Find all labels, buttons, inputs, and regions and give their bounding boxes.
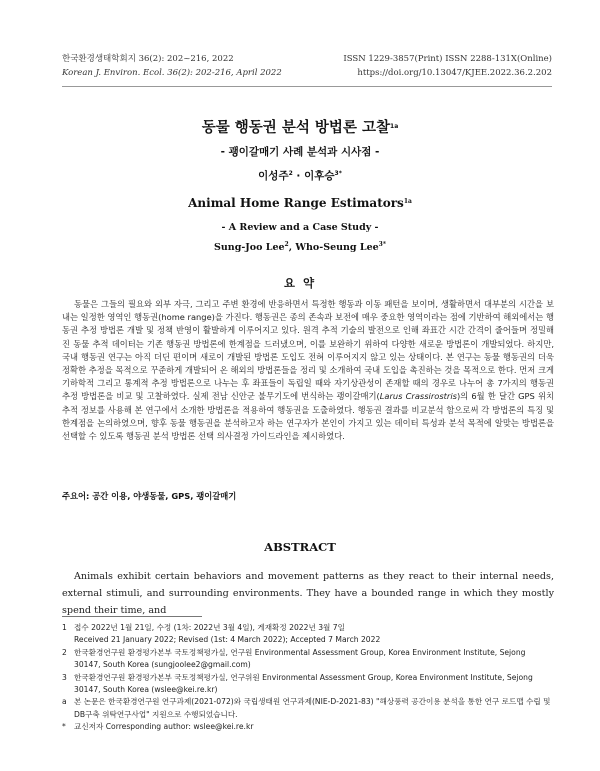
footnote-1: 1 접수 2022년 1월 21일, 수정 (1차: 2022년 3월 4일), 게재확정 2022년 3월 7일 Received 21 January 2022; Revised (1st: 4 March 2022); Accepted 7 March 2022: [62, 623, 381, 645]
footnote-a: a 본 논문은 한국환경연구원 연구과제(2021-072)와 국립생태원 연구과제(NIE-D-2021-83) "해상풍력 공간이용 분석을 통한 연구 로드맵 수립 및 DB구축 위탁연구사업" 지원으로 수행되었습니다.: [62, 697, 551, 719]
journal-name-en: Korean J. Environ. Ecol. 36(2): 202-216, April 2022: [62, 68, 282, 78]
header-rule: [62, 86, 552, 87]
abstract-ko-heading: 요 약: [283, 276, 317, 290]
title-ko: 동물 행동권 분석 방법론 고찰$^{1a}$: [201, 120, 399, 136]
footnote-corresponding: * 교신저자 Corresponding author: wslee@kei.re.kr: [62, 722, 254, 732]
subtitle-en: - A Review and a Case Study -: [221, 222, 379, 233]
journal-header: [62, 52, 282, 80]
doi-link[interactable]: https://doi.org/10.13047/KJEE.2022.36.2.202: [357, 68, 552, 78]
abstract-en-body: Animals exhibit certain behaviors and movement patterns as they react to their internal needs, external stimuli, and surrounding environments. They have a bounded range in which they mostly spend their time, and: [62, 571, 554, 616]
subtitle-ko: - 괭이갈매기 사례 분석과 시사점 -: [220, 146, 380, 158]
abstract-ko-body: 동물은 그들의 필요와 외부 자극, 그리고 주변 환경에 반응하면서 특정한 행동과 이동 패턴을 보이며, 생활하면서 대부분의 시간을 보내는 일정한 영역인 행동권(home range)을 가진다. 행동권은 종의 존속과 보전에 매우 중요한 영역이라는 점에 기반하여 해외에서는 행동권 추정 방법론 개발 및 정책 반영이 활발하게 이루어지고 있다. 원격 추적 기술의 발전으로 인해 좌표간 시간 간격이 줄어들며 정밀해진 동물 추적 데이터는 기존 행동권 방법론에 한계점을 드러냈으며, 이를 보완하기 위하여 다양한 새로운 방법론이 개발되었다. 하지만, 국내 행동권 연구는 아직 더딘 편이며 새로이 개발된 방법론 도입도 전혀 이루어지지 않고 있는 상태이다. 본 연구는 동물 행동권의 더욱 정확한 추정을 목적으로 꾸준하게 개발되어 온 해외의 방법론들을 정리 및 소개하여 국내 도입을 촉진하는 것을 목적으로 한다. 먼저 크게 기하학적 그리고 통계적 추정 방법론으로 나누는 후 좌표들이 독립일 때와 자기상관성이 존재할 때의 경우로 나누어 총 7가지의 행동권 추정 방법론을 비교 및 고찰하였다. 실제 전남 신안군 불무기도에 번식하는 괭이갈매기(Larus Crassirostris)의 6월 한 달간 GPS 위치 추적 정보를 사용해 본 연구에서 소개한 방법론을 적용하여 행동권을 도출하였다. 행동권 결과를 비교분석 함으로써 각 방법론의 특징 및 한계점을 논의하였으며, 향후 동물 행동권을 분석하고자 하는 연구자가 본인이 가지고 있는 데이터 특성과 분석 목적에 알맞는 방법론을 선택할 수 있도록 행동권 분석 방법론 선택 의사결정 가이드라인을 제시하였다.: [62, 299, 554, 442]
keywords: 주요어: 공간 이용, 야생동물, GPS, 괭이갈매기: [62, 491, 237, 501]
authors-ko: 이성주$^2$ · 이후승$^{3*}$: [258, 170, 342, 182]
title-en: Animal Home Range Estimators$^{1a}$: [188, 196, 412, 210]
footnotes: [62, 622, 554, 734]
issn-header: [343, 52, 552, 80]
footnote-rule: [62, 616, 202, 617]
footnote-3: 3 한국환경연구원 환경평가본부 국토정책평가실, 연구위원 Environmental Assessment Group, Korea Environment Institute, Sejong 30147, South Korea (wslee@kei.re.kr): [62, 672, 533, 695]
authors-en: Sung-Joo Lee$^2$, Who-Seung Lee$^{3*}$: [214, 241, 386, 253]
footnote-2: 2 한국환경연구원 환경평가본부 국토정책평가실, 연구원 Environmental Assessment Group, Korea Environment Institute, Sejong 30147, South Korea (sungjoolee2@gmail.com): [62, 647, 526, 670]
journal-name-ko: 한국환경생태학회지 36(2): 202~216, 2022: [62, 54, 234, 64]
issn: ISSN 1229-3857(Print) ISSN 2288-131X(Online): [343, 54, 552, 64]
abstract-en-heading: ABSTRACT: [264, 540, 336, 554]
